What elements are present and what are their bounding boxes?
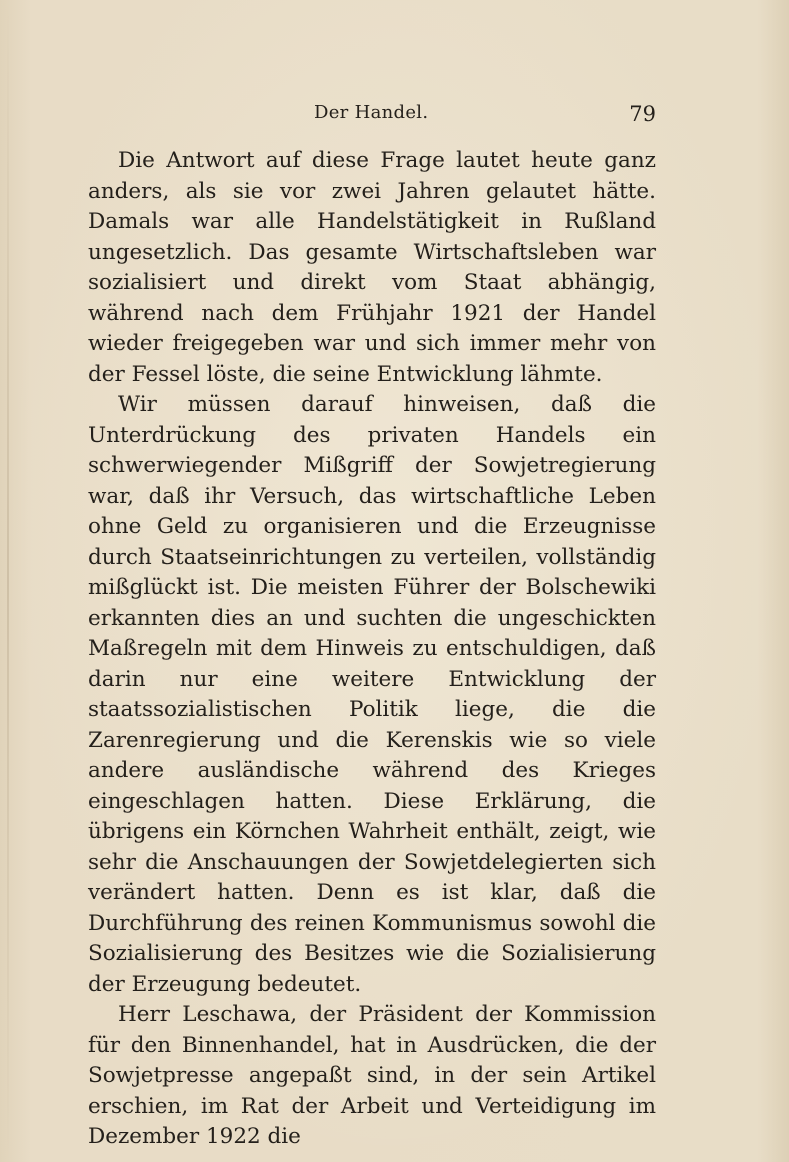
page-edge-shadow xyxy=(7,0,9,1162)
running-head: Der Handel. xyxy=(314,102,429,123)
paragraph-1: Die Antwort auf diese Frage lautet heute ganz anders, als sie vor zwei Jahren gelautet hätte. Damals war alle Handelstätigkeit in Rußland ungesetzlich. Das gesamte Wirtschaftsleben war sozialisiert und direkt vom Staat abhängig, während nach dem Frühjahr 1921 der Handel wieder freigegeben war und sich immer mehr von der Fessel löste, die seine Entwicklung lähmte. xyxy=(88,148,656,387)
page-number: 79 xyxy=(629,102,656,126)
paragraph-3: Herr Leschawa, der Präsident der Kommission für den Binnenhandel, hat in Ausdrücken, die der Sowjetpresse angepaßt sind, in der sein Artikel erschien, im Rat der Arbeit und Verteidigung im Dezember 1922 die xyxy=(88,1002,656,1149)
page-header xyxy=(88,102,656,132)
paragraph-2: Wir müssen darauf hinweisen, daß die Unterdrückung des privaten Handels ein schwerwiegender Mißgriff der Sowjetregierung war, daß ihr Versuch, das wirtschaftliche Leben ohne Geld zu organisieren und die Erzeugnisse durch Staatseinrichtungen zu verteilen, vollständig mißglückt ist. Die meisten Führer der Bolschewiki erkannten dies an und suchten die ungeschickten Maßregeln mit dem Hinweis zu entschuldigen, daß darin nur eine weitere Entwicklung der staatssozialistischen Politik liege, die die Zarenregierung und die Kerenskis wie so viele andere ausländische während des Krieges eingeschlagen hatten. Diese Erklärung, die übrigens ein Körnchen Wahrheit enthält, zeigt, wie sehr die Anschauungen der Sowjetdelegierten sich verändert hatten. Denn es ist klar, daß die Durchführung des reinen Kommunismus sowohl die Sozialisierung des Besitzes wie die Sozialisierung der Erzeugung bedeutet. xyxy=(88,392,656,997)
body-text xyxy=(88,146,656,1153)
